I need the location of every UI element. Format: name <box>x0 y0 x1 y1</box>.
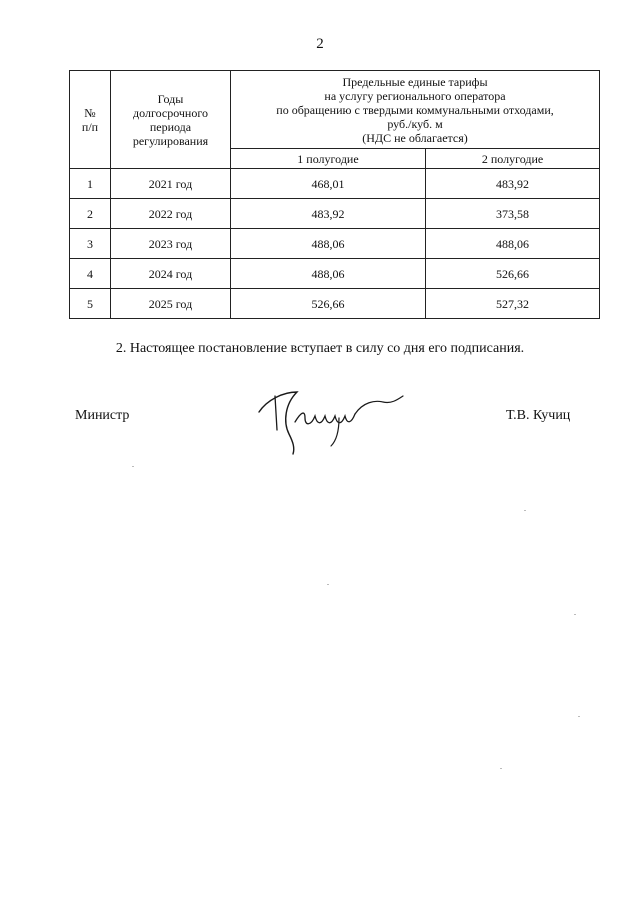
row-half1-value: 488,06 <box>231 229 426 259</box>
scan-speck <box>500 768 502 769</box>
table-row <box>70 169 600 199</box>
table-row <box>70 289 600 319</box>
table-row <box>70 229 600 259</box>
col-header-years: Годы долгосрочного периода регулирования <box>111 71 231 169</box>
row-year: 2023 год <box>111 229 231 259</box>
row-number: 1 <box>70 169 111 199</box>
page-number: 2 <box>316 36 324 52</box>
table-row <box>70 199 600 229</box>
row-year: 2024 год <box>111 259 231 289</box>
row-half1-value: 526,66 <box>231 289 426 319</box>
effective-date-paragraph: 2. Настоящее постановление вступает в силу со дня его подписания. <box>115 341 525 356</box>
row-half1-value: 468,01 <box>231 169 426 199</box>
scan-speck <box>578 716 580 717</box>
sub-header-half2: 2 полугодие <box>426 149 600 169</box>
row-half1-value: 483,92 <box>231 199 426 229</box>
scan-speck <box>327 584 329 585</box>
row-number: 5 <box>70 289 111 319</box>
row-half2-value: 373,58 <box>426 199 600 229</box>
scan-speck <box>132 466 134 467</box>
row-number: 4 <box>70 259 111 289</box>
table-row <box>70 259 600 289</box>
signer-name: Т.В. Кучиц <box>506 408 571 423</box>
tariff-table <box>69 70 600 319</box>
scan-speck <box>574 614 576 615</box>
row-number: 3 <box>70 229 111 259</box>
row-half2-value: 488,06 <box>426 229 600 259</box>
sub-header-half1: 1 полугодие <box>231 149 426 169</box>
row-half2-value: 483,92 <box>426 169 600 199</box>
col-header-tariff: Предельные единые тарифы на услугу регионального оператора по обращению с твердыми коммунальными отходами, руб./куб. м (НДС не облагается) <box>231 71 600 149</box>
row-year: 2022 год <box>111 199 231 229</box>
row-half1-value: 488,06 <box>231 259 426 289</box>
row-number: 2 <box>70 199 111 229</box>
row-half2-value: 527,32 <box>426 289 600 319</box>
scan-speck <box>524 510 526 511</box>
signer-title: Министр <box>75 408 130 423</box>
handwritten-signature <box>255 378 405 456</box>
col-header-number: № п/п <box>70 71 111 169</box>
row-half2-value: 526,66 <box>426 259 600 289</box>
row-year: 2025 год <box>111 289 231 319</box>
row-year: 2021 год <box>111 169 231 199</box>
